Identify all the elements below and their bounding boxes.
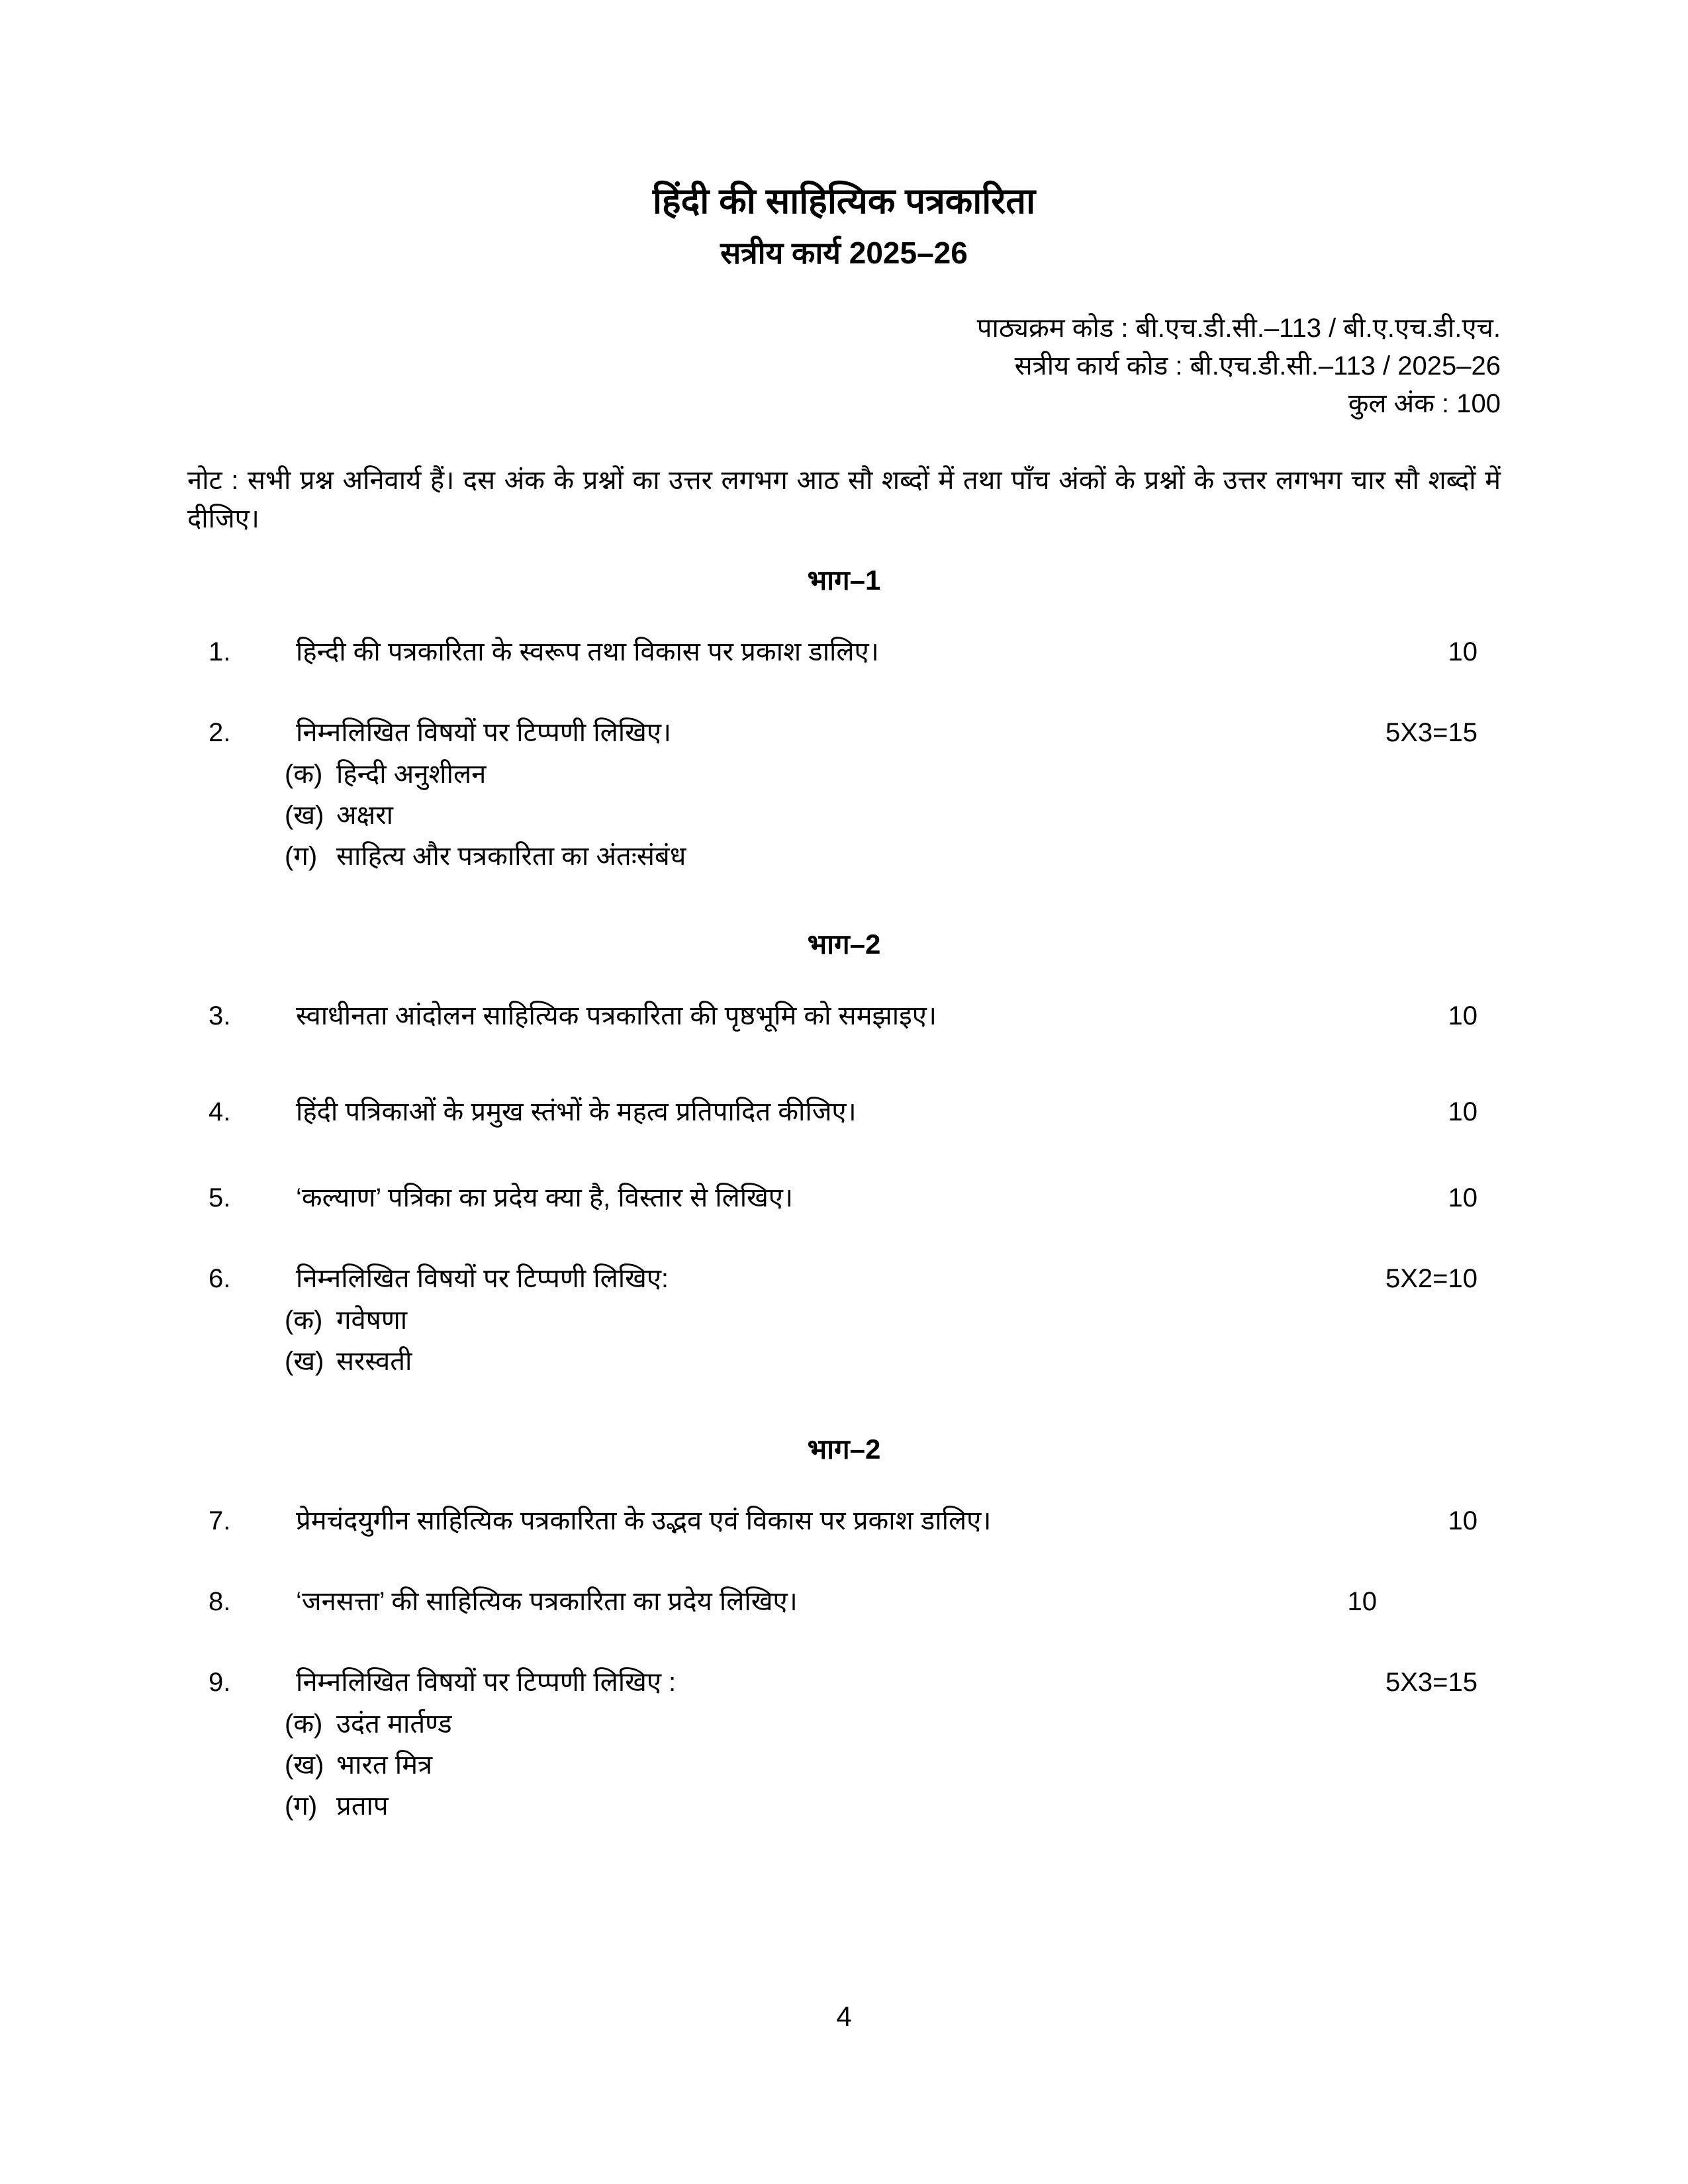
assignment-code-line: सत्रीय कार्य कोड : बी.एच.डी.सी.–113 / 2025–26 <box>1014 351 1501 381</box>
page-number: 4 <box>836 2001 852 2032</box>
total-marks-line: कुल अंक : 100 <box>1348 389 1501 418</box>
sub-item-text: सरस्वती <box>336 1347 412 1376</box>
question-marks: 10 <box>1448 1001 1477 1030</box>
sub-item <box>187 1301 1501 1340</box>
course-code-line: पाठ्यक्रम कोड : बी.एच.डी.सी.–113 / बी.ए.एच.डी.एच. <box>976 314 1501 343</box>
codes-block <box>187 310 1501 423</box>
question-text: स्वाधीनता आंदोलन साहित्यिक पत्रकारिता की पृष्ठभूमि को समझाइए। <box>296 1001 937 1030</box>
part-heading-3: भाग–2 <box>807 1433 881 1465</box>
question-number: 2. <box>209 718 231 747</box>
question-marks: 10 <box>1347 1587 1377 1616</box>
question-row-4 <box>187 1092 1501 1132</box>
sub-item-text: प्रताप <box>336 1792 389 1821</box>
sub-item-label: (ख) <box>285 1347 324 1376</box>
question-row-7 <box>187 1501 1501 1541</box>
question-number: 6. <box>209 1264 231 1293</box>
question-text: हिन्दी की पत्रकारिता के स्वरूप तथा विकास पर प्रकाश डालिए। <box>296 637 879 666</box>
sub-item <box>187 1705 1501 1743</box>
question-text: निम्नलिखित विषयों पर टिप्पणी लिखिए : <box>296 1668 677 1697</box>
sub-item-text: हिन्दी अनुशीलन <box>336 760 487 789</box>
question-row-8 <box>187 1582 1501 1621</box>
page-title: हिंदी की साहित्यिक पत्रकारिता <box>652 181 1036 221</box>
question-marks: 5X3=15 <box>1385 1668 1477 1697</box>
sub-item-label: (क) <box>285 1306 323 1335</box>
question-marks: 10 <box>1448 1097 1477 1126</box>
sub-item <box>187 1342 1501 1381</box>
sub-item <box>187 755 1501 794</box>
sub-item <box>187 1787 1501 1825</box>
sub-item-label: (क) <box>285 760 323 789</box>
sub-item-text: उदंत मार्तण्ड <box>336 1709 452 1739</box>
question-text: ‘कल्याण’ पत्रिका का प्रदेय क्या है, विस्तार से लिखिए। <box>296 1183 794 1212</box>
part-heading-1: भाग–1 <box>807 565 881 596</box>
question-marks: 10 <box>1448 1506 1477 1535</box>
question-number: 9. <box>209 1668 231 1697</box>
question-number: 7. <box>209 1506 231 1535</box>
page-session: सत्रीय कार्य 2025–26 <box>720 236 968 270</box>
sub-item <box>187 837 1501 876</box>
question-row-6 <box>187 1259 1501 1298</box>
sub-item-label: (ख) <box>285 1751 324 1780</box>
sub-item-label: (ग) <box>285 842 318 871</box>
question-text: प्रेमचंदयुगीन साहित्यिक पत्रकारिता के उद्भव एवं विकास पर प्रकाश डालिए। <box>296 1506 992 1535</box>
question-marks: 5X3=15 <box>1385 718 1477 747</box>
page-footer <box>0 2000 1688 2033</box>
question-row-9 <box>187 1662 1501 1702</box>
question-number: 4. <box>209 1097 231 1126</box>
sub-item-text: साहित्य और पत्रकारिता का अंतःसंबंध <box>336 842 686 871</box>
question-marks: 5X2=10 <box>1385 1264 1477 1293</box>
question-row-1 <box>187 632 1501 672</box>
question-marks: 10 <box>1448 1183 1477 1212</box>
sub-item-text: भारत मित्र <box>336 1751 433 1780</box>
question-text: ‘जनसत्ता’ की साहित्यिक पत्रकारिता का प्रदेय लिखिए। <box>296 1587 798 1616</box>
instructions-note: नोट : सभी प्रश्न अनिवार्य हैं। दस अंक के प्रश्नों का उत्तर लगभग आठ सौ शब्दों में तथा पाँच अंकों के प्रश्नों के उत्तर लगभग चार सौ शब्दों में दीजिए। <box>187 466 1501 533</box>
question-text: निम्नलिखित विषयों पर टिप्पणी लिखिए। <box>296 718 672 747</box>
question-number: 3. <box>209 1001 231 1030</box>
sub-item-label: (ग) <box>285 1792 318 1821</box>
sub-item-text: गवेषणा <box>336 1306 408 1335</box>
question-number: 1. <box>209 637 231 666</box>
question-text: हिंदी पत्रिकाओं के प्रमुख स्तंभों के महत्व प्रतिपादित कीजिए। <box>296 1097 857 1126</box>
question-text: निम्नलिखित विषयों पर टिप्पणी लिखिए: <box>296 1264 669 1293</box>
sub-item-text: अक्षरा <box>336 801 393 830</box>
question-number: 5. <box>209 1183 231 1212</box>
sub-item <box>187 796 1501 835</box>
question-row-5 <box>187 1178 1501 1218</box>
sub-item <box>187 1746 1501 1784</box>
question-row-3 <box>187 996 1501 1036</box>
question-row-2 <box>187 713 1501 752</box>
question-marks: 10 <box>1448 637 1477 666</box>
sub-item-label: (ख) <box>285 801 324 830</box>
question-number: 8. <box>209 1587 231 1616</box>
part-heading-2: भाग–2 <box>807 929 881 960</box>
sub-item-label: (क) <box>285 1709 323 1739</box>
